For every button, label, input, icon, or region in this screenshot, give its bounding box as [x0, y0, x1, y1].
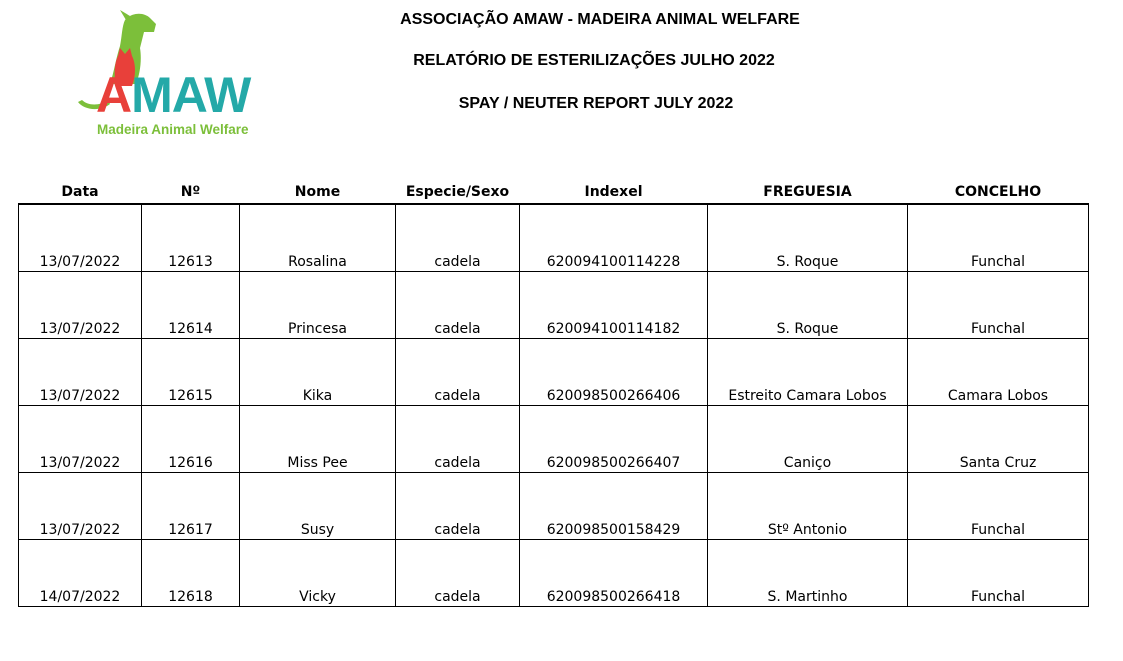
cell-municipality: Camara Lobos — [908, 339, 1089, 406]
cell-number: 12616 — [142, 406, 240, 473]
cell-indexel: 620098500158429 — [520, 473, 708, 540]
cell-species-sex: cadela — [396, 540, 520, 607]
logo-tagline: Madeira Animal Welfare — [97, 122, 249, 137]
logo-letters-maw: MAW — [131, 67, 251, 123]
cell-date: 13/07/2022 — [19, 339, 142, 406]
cell-number: 12613 — [142, 204, 240, 272]
report-title-en: SPAY / NEUTER REPORT JULY 2022 — [458, 95, 734, 112]
cell-name: Vicky — [240, 540, 396, 607]
table-header-row — [19, 181, 1089, 204]
report-title-pt: RELATÓRIO DE ESTERILIZAÇÕES JULHO 2022 — [413, 52, 775, 69]
cell-municipality: Funchal — [908, 272, 1089, 339]
cell-municipality: Santa Cruz — [908, 406, 1089, 473]
cell-name: Kika — [240, 339, 396, 406]
cell-name: Miss Pee — [240, 406, 396, 473]
logo-wordmark — [96, 67, 251, 123]
column-header-municipality: CONCELHO — [954, 184, 1042, 200]
cell-date: 13/07/2022 — [19, 473, 142, 540]
cell-indexel: 620094100114182 — [520, 272, 708, 339]
table-row — [19, 406, 1089, 473]
cell-indexel: 620098500266406 — [520, 339, 708, 406]
column-header-parish: FREGUESIA — [763, 184, 852, 200]
cell-name: Rosalina — [240, 204, 396, 272]
association-title: ASSOCIAÇÃO AMAW - MADEIRA ANIMAL WELFARE — [400, 11, 800, 28]
column-header-name: Nome — [294, 184, 341, 200]
cell-date: 13/07/2022 — [19, 272, 142, 339]
cell-date: 14/07/2022 — [19, 540, 142, 607]
cell-parish: S. Roque — [708, 204, 908, 272]
cell-parish: Stº Antonio — [708, 473, 908, 540]
cell-municipality: Funchal — [908, 473, 1089, 540]
column-header-date: Data — [61, 184, 99, 200]
amaw-logo — [70, 8, 260, 143]
cell-number: 12617 — [142, 473, 240, 540]
table-row — [19, 339, 1089, 406]
cell-parish: S. Roque — [708, 272, 908, 339]
table-row — [19, 204, 1089, 272]
sterilization-table — [18, 181, 1089, 607]
column-header-indexel: Indexel — [584, 184, 643, 200]
cell-date: 13/07/2022 — [19, 204, 142, 272]
cell-municipality: Funchal — [908, 204, 1089, 272]
logo-letter-a: A — [96, 67, 132, 123]
cell-indexel: 620094100114228 — [520, 204, 708, 272]
cell-indexel: 620098500266418 — [520, 540, 708, 607]
cell-parish: Caniço — [708, 406, 908, 473]
cell-date: 13/07/2022 — [19, 406, 142, 473]
cell-indexel: 620098500266407 — [520, 406, 708, 473]
cell-number: 12614 — [142, 272, 240, 339]
cell-species-sex: cadela — [396, 272, 520, 339]
cell-species-sex: cadela — [396, 204, 520, 272]
cell-parish: Estreito Camara Lobos — [708, 339, 908, 406]
table-row — [19, 272, 1089, 339]
cell-name: Susy — [240, 473, 396, 540]
column-header-species-sex: Especie/Sexo — [405, 184, 510, 200]
cell-municipality: Funchal — [908, 540, 1089, 607]
cell-species-sex: cadela — [396, 406, 520, 473]
cell-number: 12618 — [142, 540, 240, 607]
cell-parish: S. Martinho — [708, 540, 908, 607]
cell-number: 12615 — [142, 339, 240, 406]
cell-species-sex: cadela — [396, 473, 520, 540]
cell-species-sex: cadela — [396, 339, 520, 406]
table-row — [19, 473, 1089, 540]
cell-name: Princesa — [240, 272, 396, 339]
table-row — [19, 540, 1089, 607]
column-header-number: Nº — [180, 184, 201, 200]
